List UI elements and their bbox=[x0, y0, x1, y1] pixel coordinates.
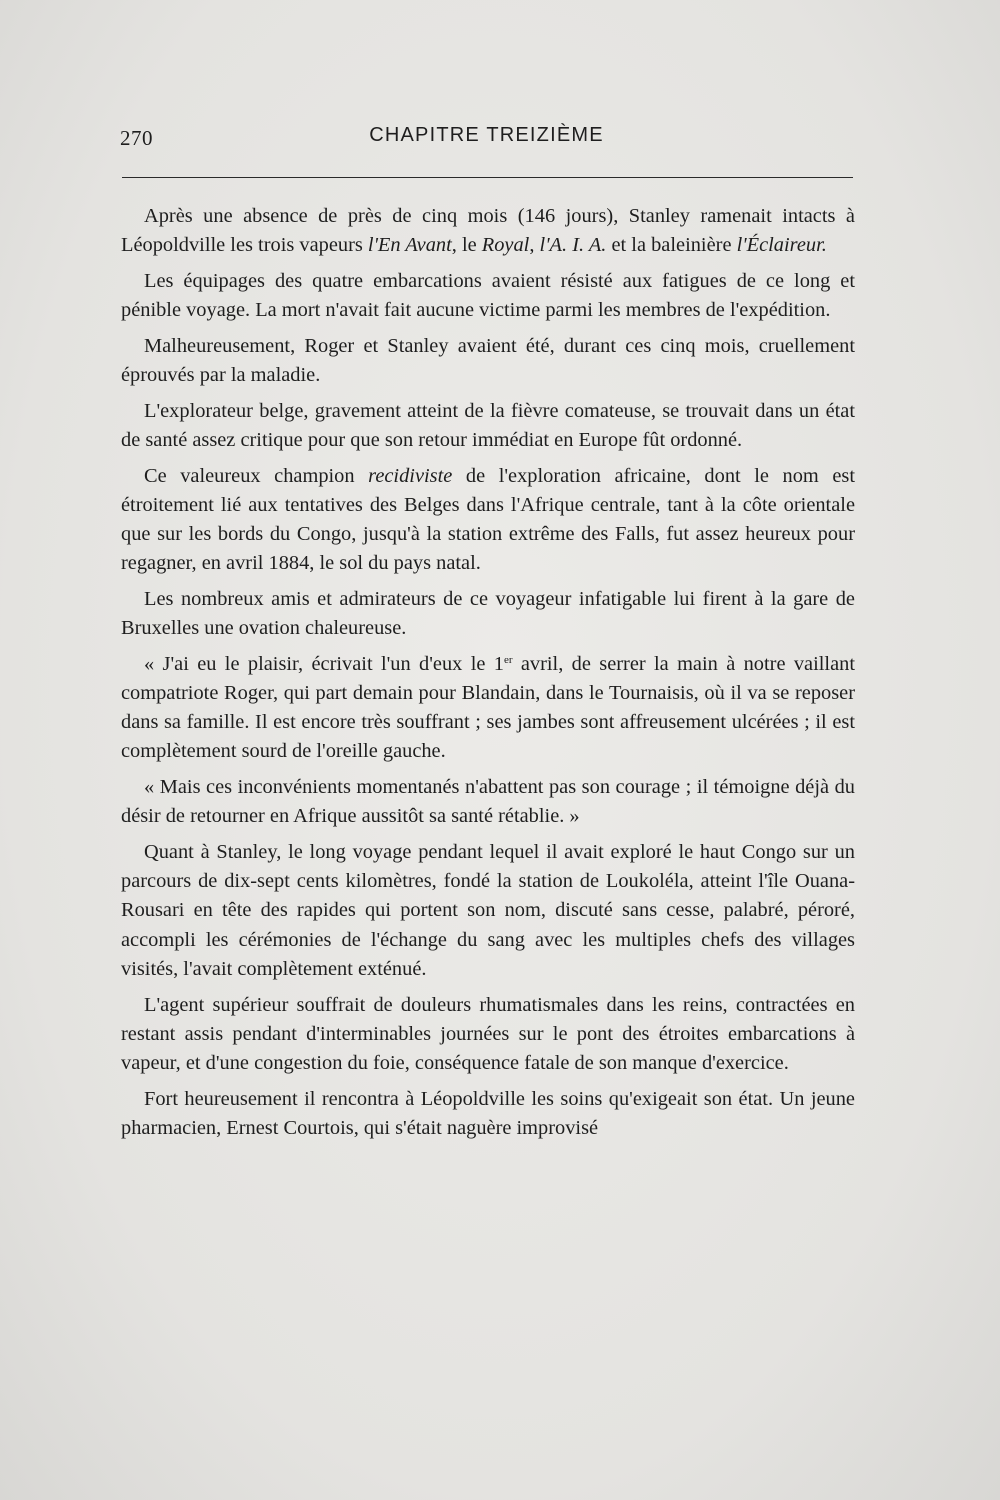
text-run: Quant à Stanley, le long voyage pendant lequel il avait exploré le haut Congo sur un parcours de dix-sept cents kilomètres, fondé la station de Loukoléla, atteint l'île Ouana-Rousari en tête des rapides qui portent son nom, discuté sans cesse, palabré, péroré, accompli les cérémonies de l'échange du sang avec les multiples chefs des villages visités, l'avait complètement exténué. bbox=[121, 841, 855, 980]
text-run: Après une absence de près de cinq mois (146 jours), Stanley ramenait intacts à Léopoldville les trois vapeurs bbox=[121, 205, 855, 257]
text-run: L'explorateur belge, gravement atteint de la fièvre comateuse, se trouvait dans un état de santé assez critique pour que son retour immédiat en Europe fût ordonné. bbox=[121, 399, 855, 451]
paragraph bbox=[121, 202, 855, 260]
paragraph bbox=[121, 462, 855, 579]
italic-text: l'A. I. A. bbox=[539, 234, 607, 257]
paragraph bbox=[121, 773, 855, 831]
text-run: « Mais ces inconvénients momentanés n'abattent pas son courage ; il témoigne déjà du désir de retourner en Afrique aussitôt sa santé rétablie. » bbox=[121, 776, 855, 828]
paragraph bbox=[121, 838, 855, 984]
text-run: et la baleinière bbox=[606, 234, 737, 257]
text-run: Les équipages des quatre embarcations avaient résisté aux fatigues de ce long et pénible voyage. La mort n'avait fait aucune victime parmi les membres de l'expédition. bbox=[121, 269, 855, 322]
text-run: « J'ai eu le plaisir, écrivait l'un d'eux le 1 bbox=[144, 652, 504, 675]
paragraph bbox=[121, 332, 855, 390]
italic-text: Royal bbox=[481, 234, 530, 257]
superscript-text: er bbox=[503, 653, 513, 666]
paragraph bbox=[121, 650, 855, 767]
italic-text: l'En Avant bbox=[367, 234, 452, 257]
paragraph bbox=[121, 397, 855, 455]
text-run: , bbox=[529, 234, 540, 257]
text-run: , le bbox=[451, 234, 482, 257]
running-title: CHAPITRE TREIZIÈME bbox=[369, 124, 604, 146]
text-run: L'agent supérieur souffrait de douleurs rhumatismales dans les reins, contractées en restant assis pendant d'interminables journées sur le pont des étroites embarcations à vapeur, et d'une congestion du foie, conséquence fatale de son manque d'exercice. bbox=[121, 993, 855, 1074]
paragraph bbox=[121, 267, 855, 325]
text-run: Ce valeureux champion bbox=[144, 464, 369, 487]
page-header bbox=[120, 120, 853, 160]
body-text bbox=[121, 202, 855, 1150]
text-run: de l'exploration africaine, dont le nom est étroitement lié aux tentatives des Belges dans l'Afrique centrale, tant à la côte orientale que sur les bords du Congo, jusqu'à la station extrême des Falls, fut assez heureux pour regagner, en avril 1884, le sol du pays natal. bbox=[121, 464, 855, 575]
paragraph bbox=[121, 991, 855, 1079]
paragraph bbox=[121, 1085, 855, 1143]
italic-text: l'Éclaireur. bbox=[736, 234, 827, 257]
header-rule bbox=[122, 177, 853, 178]
text-run: avril, de serrer la main à notre vaillant compatriote Roger, qui part demain pour Blandain, dans le Tournaisis, où il va se reposer dans sa famille. Il est encore très souffrant ; ses jambes sont affreusement ulcérées ; il est complètement sourd de l'oreille gauche. bbox=[121, 652, 855, 763]
italic-text: recidiviste bbox=[368, 464, 453, 487]
text-run: Malheureusement, Roger et Stanley avaient été, durant ces cinq mois, cruellement éprouvés par la maladie. bbox=[121, 334, 855, 387]
text-run: Fort heureusement il rencontra à Léopoldville les soins qu'exigeait son état. Un jeune pharmacien, Ernest Courtois, qui s'était naguère improvisé bbox=[121, 1087, 855, 1139]
paragraph bbox=[121, 585, 855, 643]
page-number: 270 bbox=[120, 126, 153, 150]
text-run: Les nombreux amis et admirateurs de ce voyageur infatigable lui firent à la gare de Bruxelles une ovation chaleureuse. bbox=[121, 587, 855, 640]
